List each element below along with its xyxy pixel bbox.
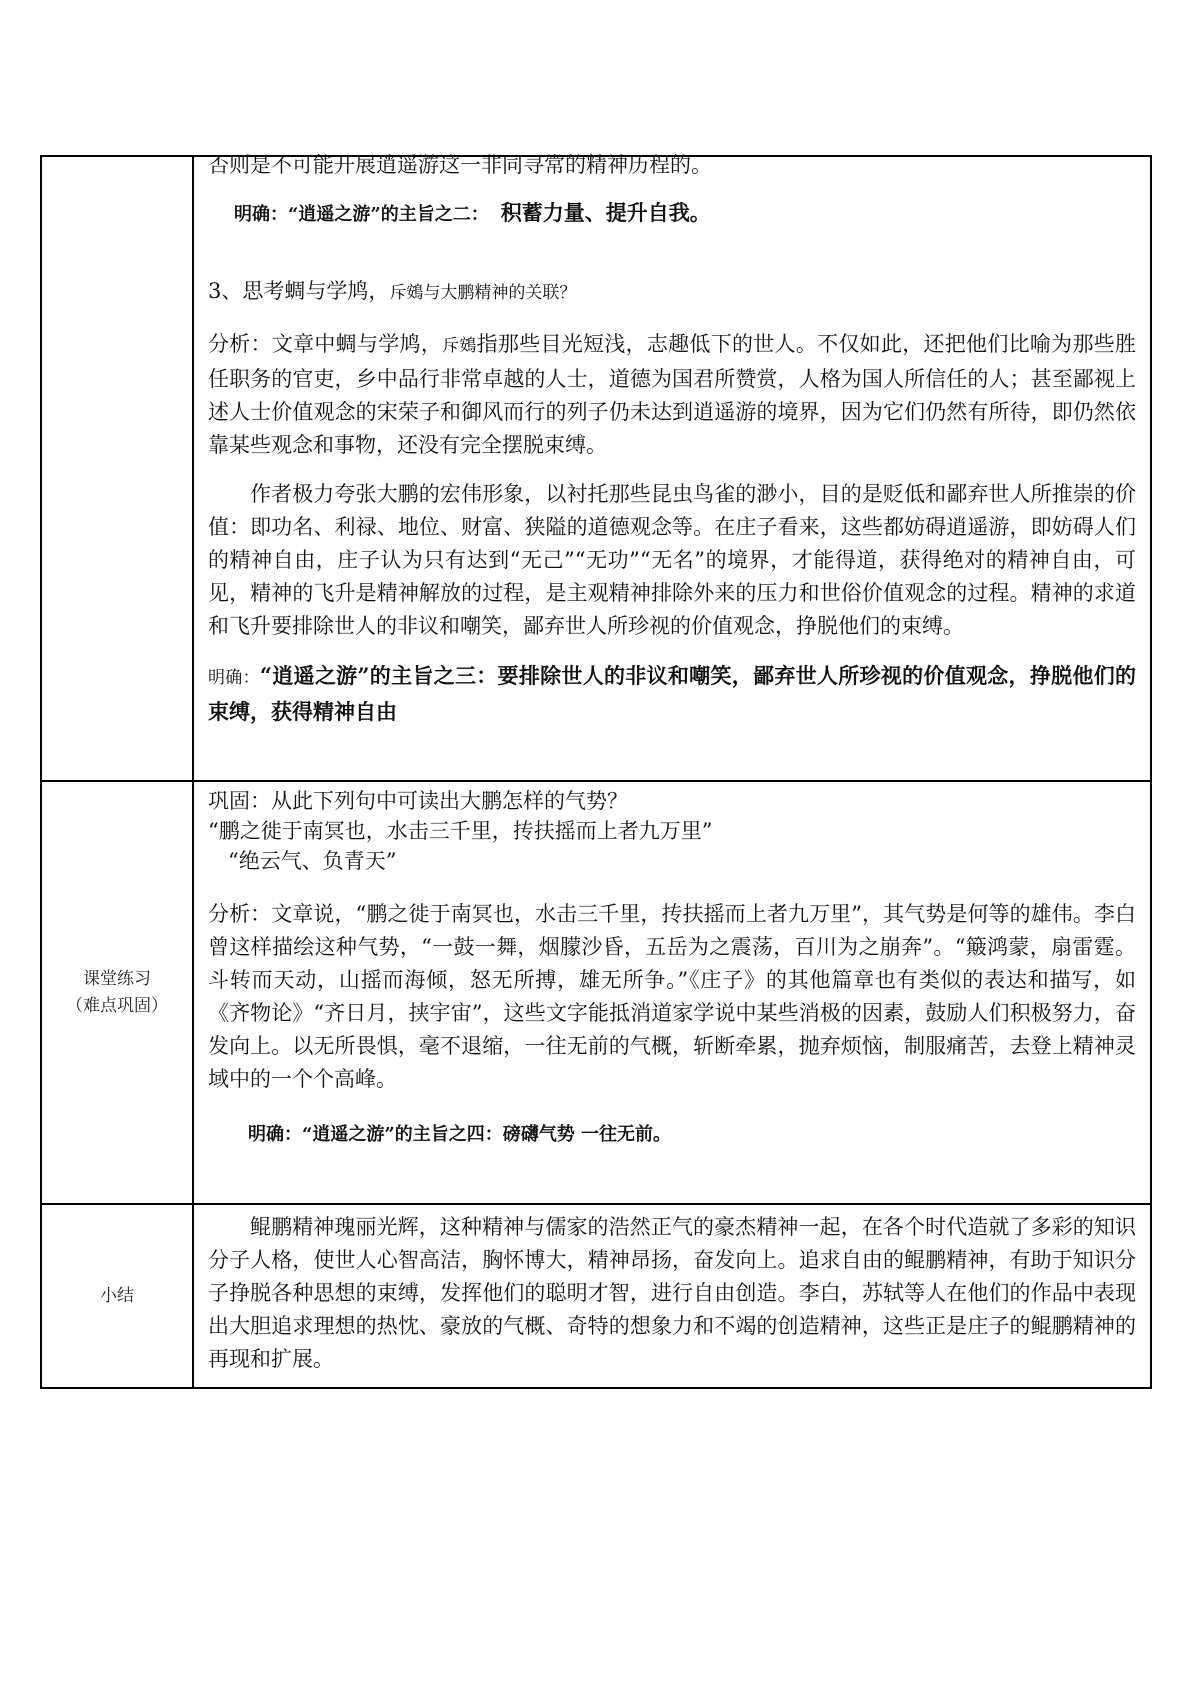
row-label-practice: [41, 781, 193, 1204]
practice-quote-one: “鹏之徙于南冥也，水击三千里，抟扶摇而上者九万里”: [208, 819, 713, 843]
key-point-four: 明确：“逍遥之游”的主旨之四：磅礴气势 一往无前。: [248, 1124, 671, 1145]
question-three: [208, 275, 1136, 310]
key-point-three-text: “逍遥之游”的主旨之三：要排除世人的非议和嘲笑，鄙弃世人所珍视的价值观念，挣脱他们的束缚，获得精神自由: [208, 663, 1137, 724]
analysis-paragraph-one: [208, 328, 1136, 462]
key-point-two: [234, 196, 1136, 231]
analysis-one-b: 指那些目光短浅，志趣低下的世人。不仅如此，还把他们比喻为那些胜任职务的官吏，乡中品行非常卓越的人士，道德为国君所赞赏，人格为国人所信任的人；甚至鄙视上述人士价值观念的宋荣子和御风而行的列子仍未达到逍遥游的境界，因为它们仍然有所待，即仍然依靠某些观念和事物，还没有完全摆脱束缚。: [208, 332, 1137, 457]
key-point-two-text: 积蓄力量、提升自我。: [500, 200, 711, 225]
analysis-paragraph-two: 作者极力夸张大鹏的宏伟形象，以衬托那些昆虫鸟雀的渺小，目的是贬低和鄙弃世人所推崇的价值：即功名、利禄、地位、财富、狭隘的道德观念等。在庄子看来，这些都妨碍逍遥游，即妨碍人们的精神自由，庄子认为只有达到“无己”“无功”“无名”的境界，才能得道，获得绝对的精神自由，可见，精神的飞升是精神解放的过程，是主观精神排除外来的压力和世俗价值观念的过程。精神的求道和飞升要排除世人的非议和嘲笑，鄙弃世人所珍视的价值观念，挣脱他们的束缚。: [208, 482, 1136, 638]
practice-question: 巩固：从此下列句中可读出大鹏怎样的气势？: [208, 789, 628, 813]
analysis-content-cell: [193, 153, 1151, 781]
table-row-summary: [41, 1204, 1151, 1388]
continued-line: 否则是不可能开展逍遥游这一非同寻常的精神历程的。: [208, 153, 712, 177]
practice-quote-two: “绝云气、负青天”: [228, 849, 397, 873]
analysis-one-small: 斥鴳: [442, 336, 477, 356]
key-point-two-prefix: 明确：“逍遥之游”的主旨之二：: [234, 204, 489, 225]
question-three-main: 3、思考蜩与学鸠，: [208, 279, 390, 303]
practice-content-cell: [193, 781, 1151, 1204]
practice-analysis: 分析：文章说，“鹏之徙于南冥也，水击三千里，抟扶摇而上者九万里”，其气势是何等的雄伟。李白曾这样描绘这种气势，“一鼓一舞，烟朦沙昏，五岳为之震荡，百川为之崩奔”。“簸鸿蒙，扇雷霆。斗转而天动，山摇而海倾，怒无所搏，雄无所争。”《庄子》的其他篇章也有类似的表达和描写，如《齐物论》“齐日月，挟宇宙”，这些文字能抵消道家学说中某些消极的因素，鼓励人们积极努力，奋发向上。以无所畏惧，毫不退缩，一往无前的气概，斩断牵累，抛弃烦恼，制服痛苦，去登上精神灵域中的一个个高峰。: [208, 902, 1136, 1091]
row-label-empty: [41, 156, 193, 781]
key-point-three: [208, 659, 1136, 729]
summary-paragraph: 鲲鹏精神瑰丽光辉，这种精神与儒家的浩然正气的豪杰精神一起，在各个时代造就了多彩的知识分子人格，使世人心智高洁，胸怀博大，精神昂扬，奋发向上。追求自由的鲲鹏精神，有助于知识分子挣脱各种思想的束缚，发挥他们的聪明才智，进行自由创造。李白，苏轼等人在他们的作品中表现出大胆追求理想的热忱、豪放的气概、奇特的想象力和不竭的创造精神，这些正是庄子的鲲鹏精神的再现和扩展。: [208, 1215, 1136, 1371]
table-row-analysis: [41, 156, 1151, 781]
lesson-table: [40, 155, 1152, 1389]
table-row-practice: [41, 781, 1151, 1204]
spacer: [208, 231, 1136, 281]
summary-content-cell: [193, 1204, 1151, 1388]
question-three-small: 斥鴳与大鹏精神的关联？: [389, 283, 577, 303]
row-label-summary: 小结: [41, 1204, 193, 1388]
practice-label-line2: （难点巩固）: [66, 995, 168, 1016]
practice-label-line1: 课堂练习: [83, 968, 151, 989]
key-point-three-prefix: 明确：: [208, 668, 260, 688]
analysis-one-a: 分析：文章中蜩与学鸠，: [208, 332, 443, 356]
